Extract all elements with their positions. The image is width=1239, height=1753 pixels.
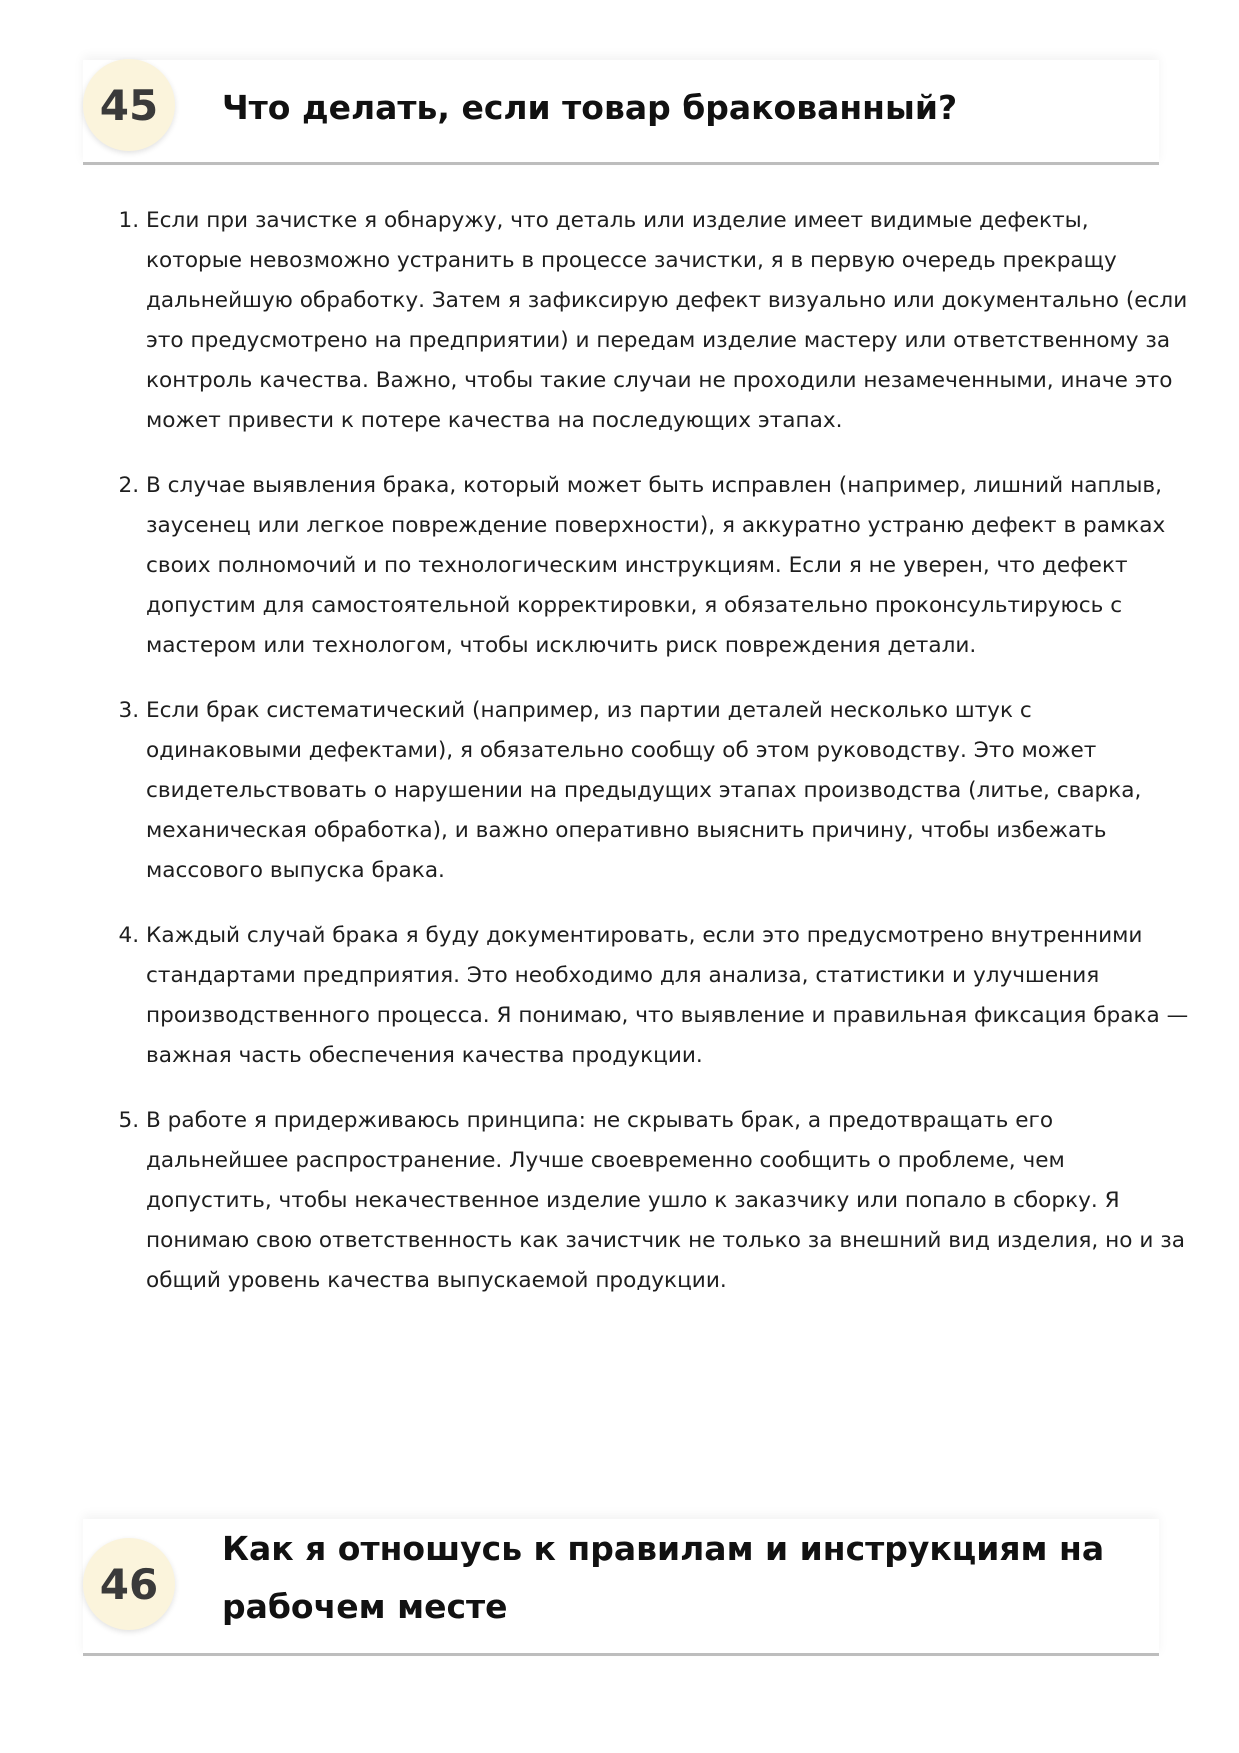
answer-item: 1. Если при зачистке я обнаружу, что деталь или изделие имеет видимые дефекты, которые невозможно устранить в процессе зачистки, я в первую очередь прекращу дальнейшую обработку. Затем я зафиксирую дефект визуально или документально (если это предусмотрено на предприятии) и передам изделие мастеру или ответственному за контроль качества. Важно, чтобы такие случаи не проходили незамеченными, иначе это может привести к потере качества на последующих этапах.: [146, 201, 1191, 441]
answer-list: [118, 201, 1191, 1326]
question-number-badge: 46: [83, 1538, 175, 1630]
question-title: Как я отношусь к правилам и инструкциям на рабочем месте: [222, 1529, 1105, 1626]
question-title: Что делать, если товар бракованный?: [222, 88, 958, 127]
answer-item: 3. Если брак систематический (например, из партии деталей несколько штук с одинаковыми дефектами), я обязательно сообщу об этом руководству. Это может свидетельствовать о нарушении на предыдущих этапах производства (литье, сварка, механическая обработка), и важно оперативно выяснить причину, чтобы избежать массового выпуска брака.: [146, 691, 1191, 891]
answer-item: 4. Каждый случай брака я буду документировать, если это предусмотрено внутренними стандартами предприятия. Это необходимо для анализа, статистики и улучшения производственного процесса. Я понимаю, что выявление и правильная фиксация брака — важная часть обеспечения качества продукции.: [146, 916, 1191, 1076]
answer-item: 5. В работе я придерживаюсь принципа: не скрывать брак, а предотвращать его дальнейшее распространение. Лучше своевременно сообщить о проблеме, чем допустить, чтобы некачественное изделие ушло к заказчику или попало в сборку. Я понимаю свою ответственность как зачистчик не только за внешний вид изделия, но и за общий уровень качества выпускаемой продукции.: [146, 1101, 1191, 1301]
question-number-badge: 45: [83, 59, 175, 151]
answer-item: 2. В случае выявления брака, который может быть исправлен (например, лишний наплыв, заусенец или легкое повреждение поверхности), я аккуратно устраню дефект в рамках своих полномочий и по технологическим инструкциям. Если я не уверен, что дефект допустим для самостоятельной корректировки, я обязательно проконсультируюсь с мастером или технологом, чтобы исключить риск повреждения детали.: [146, 466, 1191, 666]
